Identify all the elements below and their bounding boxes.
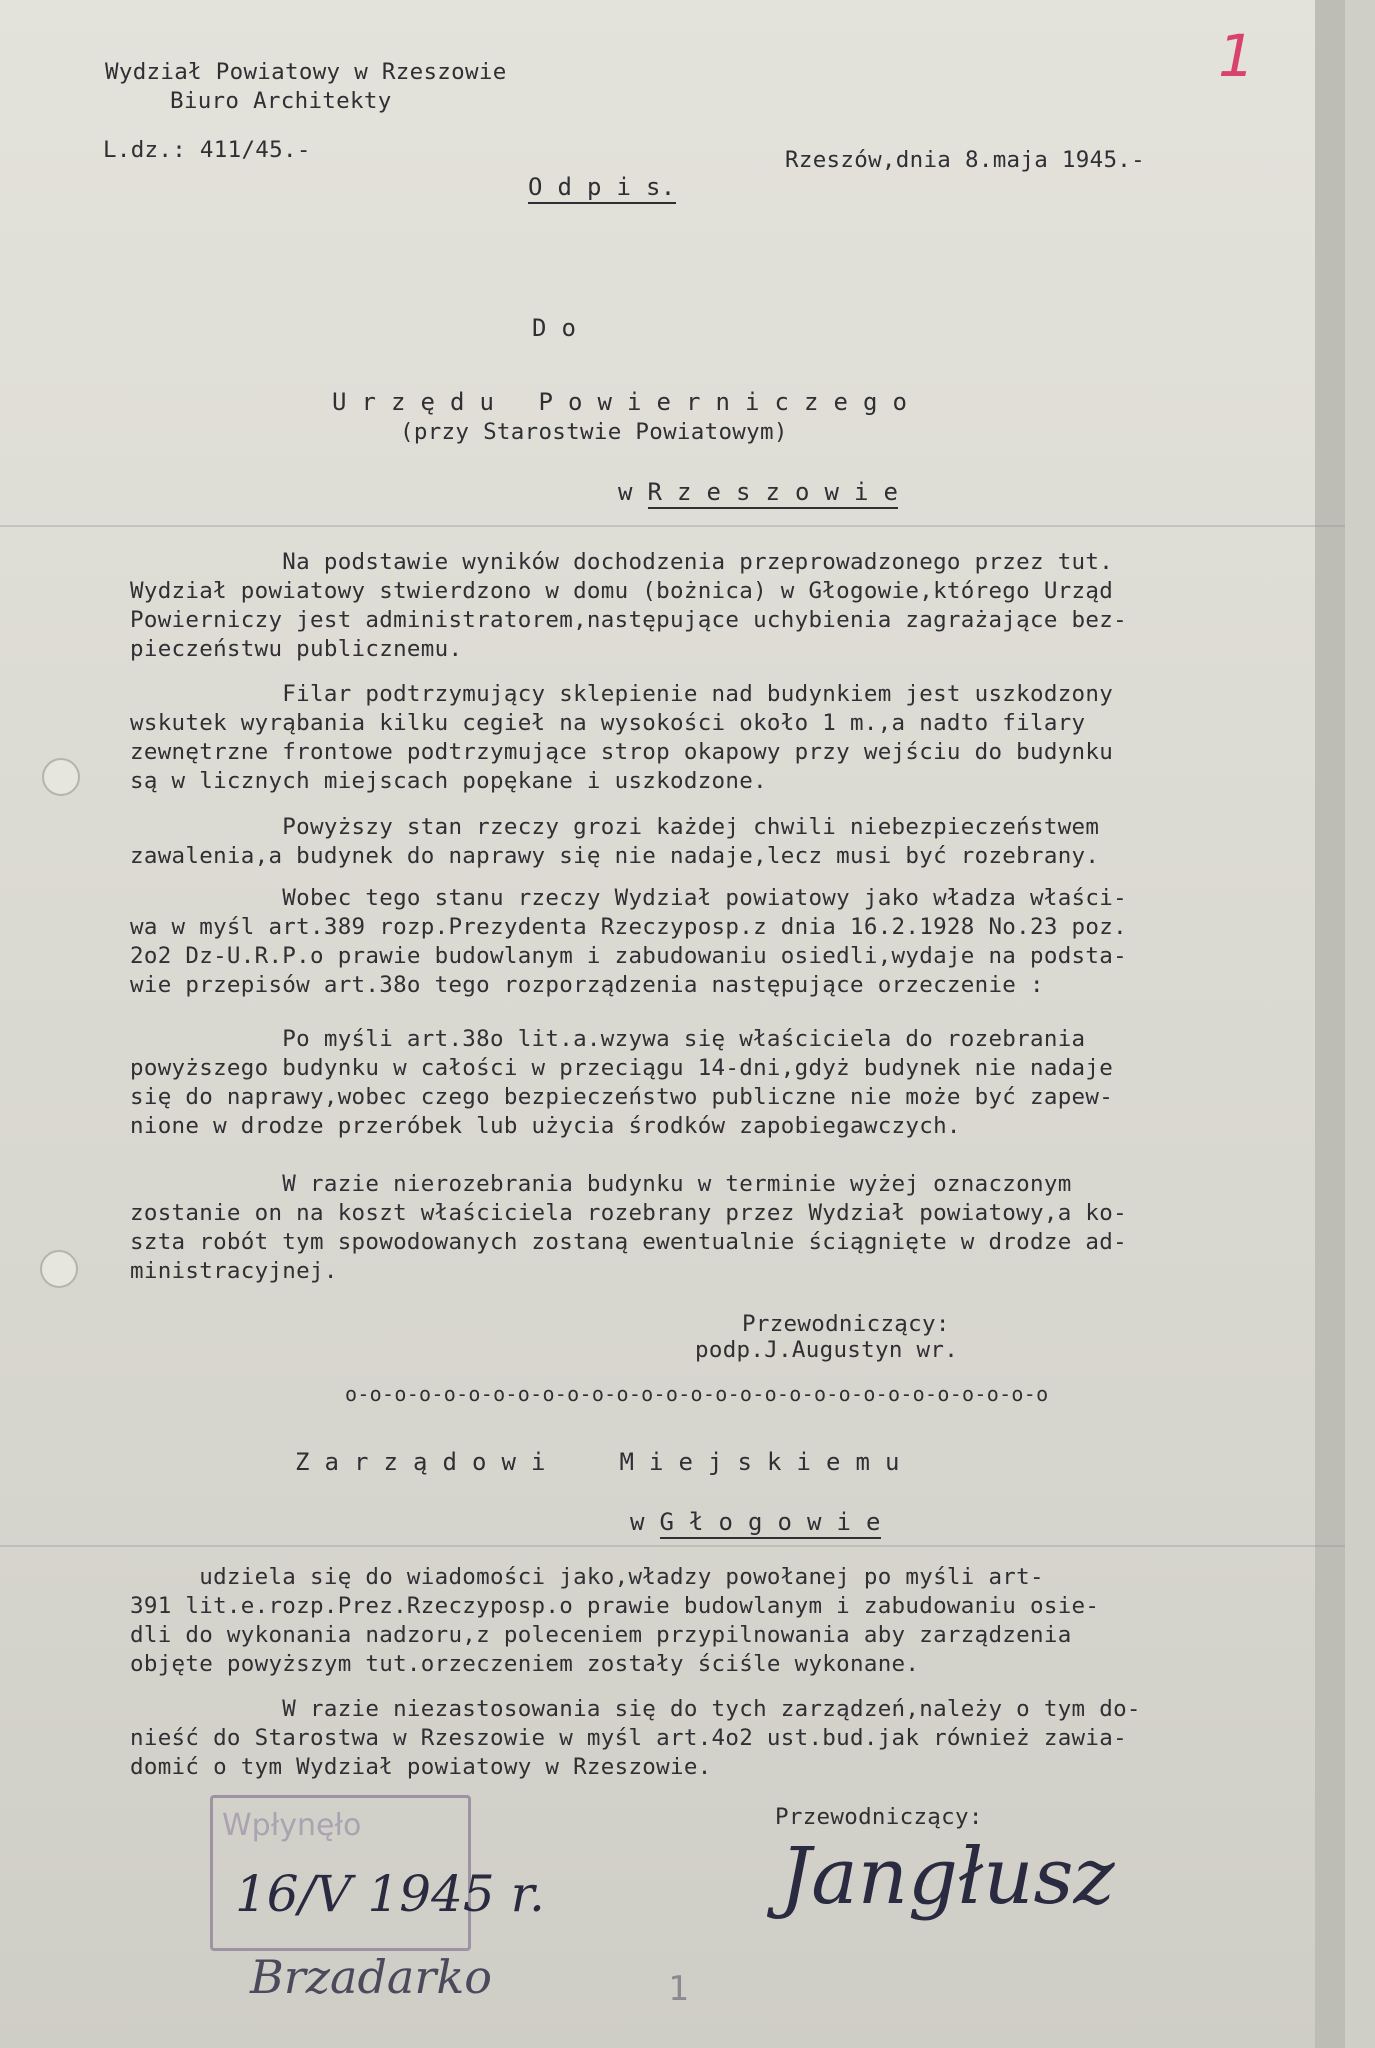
addressee-name: U r z ę d u P o w i e r n i c z e g o bbox=[332, 388, 908, 416]
second-paragraph-2: W razie niezastosowania się do tych zarządzeń,należy o tym do- nieść do Starostwa w Rzeszowie w myśl art.4o2 ust.bud.jak również zawia- domić o tym Wydział powiatowy w Rzeszowie. bbox=[130, 1696, 1141, 1780]
addressee-sub: (przy Starostwie Powiatowym) bbox=[400, 419, 788, 445]
document-title-text: O d p i s. bbox=[528, 173, 676, 204]
signature2-role: Przewodniczący: bbox=[775, 1804, 983, 1830]
document-title bbox=[528, 173, 676, 202]
received-stamp-label: Wpłynęło bbox=[222, 1808, 362, 1843]
paragraph-1: Na podstawie wyników dochodzenia przeprowadzonego przez tut. Wydział powiatowy stwierdzono w domu (bożnica) w Głogowie,którego Urząd Powierniczy jest administratorem,następujące uchybienia zagrażające bez- pieczeństwu publicznemu. bbox=[130, 549, 1127, 662]
reference-number: L.dz.: 411/45.- bbox=[103, 137, 311, 163]
punch-hole bbox=[42, 758, 80, 796]
footer-mark: 1 bbox=[668, 1969, 689, 2009]
issuer-bureau: Biuro Architekty bbox=[170, 88, 392, 114]
addressee-w: w bbox=[618, 478, 633, 506]
document-date: Rzeszów,dnia 8.maja 1945.- bbox=[785, 147, 1145, 173]
paragraph-2: Filar podtrzymujący sklepienie nad budynkiem jest uszkodzony wskutek wyrąbania kilku cegieł na wysokości około 1 m.,a nadto filary zewnętrzne frontowe podtrzymujące strop okapowy przy wejściu do budynku są w licznych miejscach popękane i uszkodzone. bbox=[130, 681, 1114, 794]
handwritten-signature: Jangłusz bbox=[780, 1832, 1115, 1922]
addressee-city bbox=[618, 478, 898, 507]
separator: o-o-o-o-o-o-o-o-o-o-o-o-o-o-o-o-o-o-o-o-o-o-o-o-o-o-o-o-o bbox=[345, 1382, 1049, 1406]
signature-name: podp.J.Augustyn wr. bbox=[695, 1337, 959, 1363]
fold-line bbox=[0, 1545, 1345, 1547]
page-number-mark: 1 bbox=[1218, 22, 1255, 90]
second-w: w bbox=[630, 1508, 645, 1536]
fold-line bbox=[0, 525, 1345, 527]
addressee-do: D o bbox=[532, 314, 577, 342]
second-addressee: Z a r z ą d o w i M i e j s k i e m u bbox=[295, 1448, 900, 1476]
second-paragraph-1: udziela się do wiadomości jako,władzy powołanej po myśli art- 391 lit.e.rozp.Prez.Rzeczyposp.o prawie budowlanym i zabudowaniu osie- dli do wykonania nadzoru,z poleceniem przypilnowania aby zarządzenia objęte powyższym tut.orzeczeniem zostały ściśle wykonane. bbox=[130, 1564, 1100, 1677]
signature-role: Przewodniczący: bbox=[742, 1311, 950, 1337]
second-city-text: G ł o g o w i e bbox=[660, 1508, 881, 1539]
paragraph-5: Po myśli art.38o lit.a.wzywa się właściciela do rozebrania powyższego budynku w całości w przeciągu 14-dni,gdyż budynek nie nadaje się do naprawy,wobec czego bezpieczeństwo publiczne nie może być zapew- nione w drodze przeróbek lub użycia środków zapobiegawczych. bbox=[130, 1026, 1114, 1139]
received-signature: Brzadarko bbox=[250, 1950, 492, 2004]
addressee-city-text: R z e s z o w i e bbox=[648, 478, 899, 509]
received-date: 16/V 1945 r. bbox=[235, 1865, 545, 1923]
second-city bbox=[630, 1508, 881, 1537]
punch-hole bbox=[40, 1250, 78, 1288]
paragraph-6: W razie nierozebrania budynku w terminie wyżej oznaczonym zostanie on na koszt właściciela rozebrany przez Wydział powiatowy,a ko- szta robót tym spowodowanych zostaną ewentualnie ściągnięte w drodze ad- ministracyjnej. bbox=[130, 1171, 1127, 1284]
paragraph-4: Wobec tego stanu rzeczy Wydział powiatowy jako władza właści- wa w myśl art.389 rozp.Prezydenta Rzeczyposp.z dnia 16.2.1928 No.23 poz. 2o2 Dz-U.R.P.o prawie budowlanym i zabudowaniu osiedli,wydaje na podsta- wie przepisów art.38o tego rozporządzenia następujące orzeczenie : bbox=[130, 885, 1127, 998]
issuer-office: Wydział Powiatowy w Rzeszowie bbox=[105, 59, 507, 85]
paragraph-3: Powyższy stan rzeczy grozi każdej chwili niebezpieczeństwem zawalenia,a budynek do naprawy się nie nadaje,lecz musi być rozebrany. bbox=[130, 814, 1100, 869]
